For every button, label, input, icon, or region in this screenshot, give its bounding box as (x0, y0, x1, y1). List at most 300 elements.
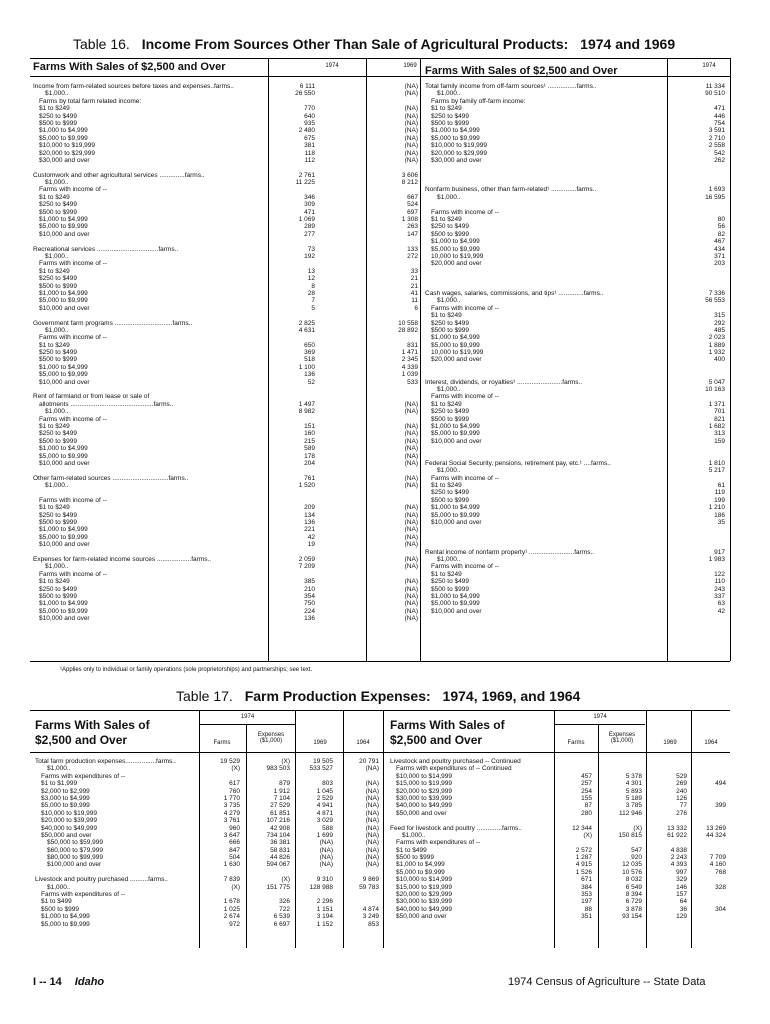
table-row (425, 142, 730, 149)
cell-d: 4 874 (362, 905, 379, 913)
row-label: $1 to $249 (431, 400, 462, 408)
row-label: $5,000 to $9,999 (39, 607, 88, 615)
page-number (33, 976, 104, 988)
cell-b: 1 912 (273, 787, 290, 795)
row-label: $40,000 to $49,999 (396, 802, 453, 810)
cell-d: (NA) (365, 846, 379, 854)
cell-c: 4 871 (316, 809, 333, 817)
row-label: $1,000.. (437, 193, 461, 201)
cell-b: 93 154 (622, 913, 642, 921)
table-row (33, 216, 425, 223)
row-label: $80,000 to $99,999 (47, 854, 104, 862)
cell-d: 494 (715, 780, 726, 788)
cell-c: 269 (676, 780, 687, 788)
row-label: $50,000 and over (41, 831, 92, 839)
cell-c: 4 393 (670, 861, 687, 869)
row-label: $40,000 to $49,999 (41, 824, 98, 832)
cell-c: 2 296 (316, 898, 333, 906)
cell-a: 4 915 (575, 861, 592, 869)
cell-a: 7 (311, 297, 315, 305)
row-label: Livestock and poultry purchased -- Continued (390, 758, 521, 765)
cell-b: (NA) (404, 90, 418, 98)
cell-a: 457 (581, 772, 592, 780)
cell-a: 1 983 (708, 556, 725, 563)
cell-a: 471 (304, 208, 315, 216)
cell-a: 26 550 (295, 90, 315, 98)
cell-b: (NA) (404, 83, 418, 90)
row-label: $5,000 to $9,999 (39, 134, 88, 142)
cell-a: 650 (304, 341, 315, 349)
row-label: Expenses for farm-related income sources ...................farms.. (33, 556, 212, 563)
row-label: Livestock and poultry purchased ..........farms.. (35, 876, 168, 884)
table-row (33, 541, 425, 548)
table-row (35, 891, 383, 898)
cell-a: 434 (714, 245, 725, 253)
cell-a: 617 (229, 780, 240, 788)
cell-a: 1 025 (223, 905, 240, 913)
table-row (33, 482, 425, 489)
cell-a: 2 825 (298, 319, 315, 327)
cell-a: 82 (717, 230, 725, 238)
cell-c: (NA) (319, 861, 333, 869)
cell-b: 41 (410, 289, 418, 297)
cell-c: 997 (676, 868, 687, 876)
cell-a: 88 (584, 905, 592, 913)
table16-right-stub-head: Farms With Sales of $2,500 and Over (425, 65, 618, 77)
cell-a: 199 (714, 496, 725, 504)
table-row (425, 364, 730, 371)
cell-b: (NA) (404, 563, 418, 571)
row-label: $1,000.. (47, 883, 71, 891)
table-row (33, 489, 425, 496)
row-label: $30,000 and over (39, 156, 90, 164)
row-label: $1,000 to $4,999 (431, 422, 480, 430)
row-label: $1,000.. (437, 90, 461, 98)
table-row (425, 179, 730, 186)
table-row (425, 371, 730, 378)
cell-a: 761 (304, 474, 315, 482)
table16-left-stub-head: Farms With Sales of $2,500 and Over (33, 61, 226, 73)
cell-b: 2 345 (401, 356, 418, 364)
cell-a: 215 (304, 437, 315, 445)
table-row (425, 578, 730, 585)
table-row (425, 563, 730, 570)
cell-a: 760 (229, 787, 240, 795)
table-row (33, 135, 425, 142)
row-label: $30,000 and over (431, 156, 482, 164)
cell-a: 385 (304, 578, 315, 586)
row-label: $20,000 to $29,999 (396, 891, 453, 899)
table-row (35, 765, 383, 772)
table-row (33, 526, 425, 533)
row-label: $10,000 to $19,999 (39, 142, 96, 150)
cell-d: (NA) (365, 854, 379, 862)
table17-years: 1974, 1969, and 1964 (442, 688, 581, 704)
row-label: $250 to $499 (39, 511, 77, 519)
table-row (35, 810, 383, 817)
table-row (33, 342, 425, 349)
cell-a: 1 810 (708, 459, 725, 467)
table-row (425, 460, 730, 467)
row-label: $50,000 to $59,999 (47, 839, 104, 847)
table-row (425, 305, 730, 312)
cell-b: (NA) (404, 437, 418, 445)
cell-b: 920 (631, 854, 642, 862)
cell-a: 972 (229, 920, 240, 928)
table-row (35, 825, 383, 832)
row-label: $10,000 and over (39, 304, 90, 312)
table-row (425, 475, 730, 482)
row-label: 10,000 to $19,999 (431, 252, 484, 260)
row-label: $500 to $999 (431, 415, 469, 423)
cell-a: 542 (714, 149, 725, 157)
row-label: $50,000 and over (396, 809, 447, 817)
row-label: $250 to $499 (39, 275, 77, 283)
row-label: $250 to $499 (39, 201, 77, 209)
row-label: $500 to $999 (431, 230, 469, 238)
cell-b: 21 (410, 282, 418, 290)
table-row (425, 416, 730, 423)
row-label: Rental income of nonfarm property¹ .........................farms.. (425, 548, 595, 556)
row-label: Farms with income of -- (431, 393, 499, 401)
table-row (33, 497, 425, 504)
cell-a: 178 (304, 452, 315, 460)
table-row (33, 290, 425, 297)
cell-d: 853 (368, 920, 379, 928)
cell-b: (NA) (404, 592, 418, 600)
row-label: $1 to $249 (39, 267, 70, 275)
table-row (33, 113, 425, 120)
cell-b: 879 (279, 780, 290, 788)
cell-b: (NA) (404, 119, 418, 127)
table-row (33, 519, 425, 526)
cell-a: 80 (717, 216, 725, 224)
cell-b: (NA) (404, 142, 418, 150)
row-label: Farms with income of -- (39, 415, 107, 423)
table-row (33, 586, 425, 593)
row-label: Farms with income of -- (431, 474, 499, 482)
cell-d: 3 249 (362, 913, 379, 921)
row-label: $500 to $999 (431, 119, 469, 127)
table-row (425, 127, 730, 134)
table-row (425, 231, 730, 238)
table-row (425, 253, 730, 260)
cell-a: 87 (584, 802, 592, 810)
row-label: $500 to $999 (39, 356, 77, 364)
table-row (425, 593, 730, 600)
cell-b: 3 878 (625, 905, 642, 913)
table17-right-col-1964: 1964 (704, 740, 718, 746)
cell-b: 983 503 (266, 765, 290, 773)
cell-a: 61 (717, 482, 725, 490)
cell-a: 346 (304, 193, 315, 201)
row-label: Total farm production expenses.................farms.. (35, 758, 176, 765)
row-label: Farms with income of -- (39, 186, 107, 194)
table17-left-stub-head: Farms With Sales of $2,500 and Over (35, 718, 150, 747)
cell-a: 159 (714, 437, 725, 445)
cell-a: 112 (304, 156, 315, 164)
table-row (425, 260, 730, 267)
cell-a: 1 932 (708, 349, 725, 357)
row-label: $10,000 and over (39, 378, 90, 386)
row-label: $5,000 to $9,999 (431, 600, 480, 608)
cell-a: 315 (714, 312, 725, 320)
row-label: $20,000 to $29,999 (431, 149, 488, 157)
row-label: $1,000.. (45, 179, 69, 187)
cell-a: 277 (304, 230, 315, 238)
cell-b: 27 529 (270, 802, 290, 810)
cell-d: 44 324 (706, 831, 726, 839)
cell-b: 61 851 (270, 809, 290, 817)
row-label: $1,000 to $4,999 (39, 526, 88, 534)
cell-b: (NA) (404, 422, 418, 430)
cell-b: 6 (414, 304, 418, 312)
cell-d: 13 269 (706, 824, 726, 832)
cell-b: (NA) (404, 504, 418, 512)
row-label: $30,000 to $39,999 (396, 898, 453, 906)
row-label: $1,000.. (45, 408, 69, 416)
cell-b: 133 (407, 245, 418, 253)
table-row (425, 290, 730, 297)
cell-c: 3 029 (316, 817, 333, 825)
cell-a: 1 526 (575, 868, 592, 876)
table-row (35, 847, 383, 854)
table-row (33, 186, 425, 193)
cell-a: 11 334 (705, 83, 725, 90)
row-label: $20,000 to $29,999 (39, 149, 96, 157)
table-row (35, 876, 383, 883)
cell-c: 2 243 (670, 854, 687, 862)
cell-a: 381 (304, 142, 315, 150)
cell-b: 4 339 (401, 363, 418, 371)
row-label: Nonfarm business, other than farm-related¹ ..............farms.. (425, 186, 597, 194)
cell-a: 313 (714, 430, 725, 438)
table-row (33, 563, 425, 570)
cell-b: (NA) (404, 585, 418, 593)
cell-a: 353 (581, 891, 592, 899)
table-row (35, 913, 383, 920)
cell-a: (X) (583, 831, 592, 839)
cell-b: (NA) (404, 149, 418, 157)
table-row (35, 758, 383, 765)
cell-d: (NA) (365, 765, 379, 773)
table-row (425, 164, 730, 171)
table-row (33, 150, 425, 157)
cell-d: (NA) (365, 839, 379, 847)
table-row (33, 408, 425, 415)
cell-b: 326 (279, 898, 290, 906)
row-label: $5,000 to $9,999 (39, 533, 88, 541)
cell-a: 1 371 (708, 400, 725, 408)
cell-a: 518 (304, 356, 315, 364)
table-row (33, 349, 425, 356)
cell-c: 36 (679, 905, 687, 913)
table-row (33, 327, 425, 334)
cell-a: 1 287 (575, 854, 592, 862)
row-label: Farms with expenditures of -- (396, 839, 481, 847)
cell-b: (NA) (404, 452, 418, 460)
table16-footnote: ¹Applies only to individual or family operations (sole proprietorships) and partnerships; see text. (60, 667, 313, 673)
cell-a: 155 (581, 794, 592, 802)
cell-b: 3 606 (401, 171, 418, 179)
table-row (33, 356, 425, 363)
table-row (33, 312, 425, 319)
cell-a: 151 (304, 422, 315, 430)
table-row (33, 615, 425, 622)
row-label: Farms by family off-farm income: (431, 97, 526, 105)
row-label: $50,000 and over (396, 913, 447, 921)
row-label: Total family income from off-farm sources¹ ................farms.. (425, 83, 597, 90)
cell-b: 147 (407, 230, 418, 238)
cell-c: 533 527 (309, 765, 333, 773)
cell-a: 262 (714, 156, 725, 164)
cell-b: 1 039 (401, 371, 418, 379)
table-row (35, 869, 383, 876)
cell-a: 754 (714, 119, 725, 127)
row-label: $2,000 to $2,999 (41, 787, 90, 795)
row-label: Recreational services ..................................farms.. (33, 245, 179, 253)
row-label: Farms with income of -- (431, 563, 499, 571)
table-row (425, 201, 730, 208)
row-label: $250 to $499 (431, 489, 469, 497)
table-row (390, 795, 730, 802)
cell-a: 2 710 (708, 134, 725, 142)
table-row (33, 475, 425, 482)
cell-a: 42 (717, 607, 725, 615)
row-label: $1 to $249 (39, 341, 70, 349)
table17-right-col-1974: 1974 (593, 714, 607, 720)
table-row (425, 356, 730, 363)
state-name: Idaho (74, 976, 105, 988)
cell-b: 1 471 (401, 349, 418, 357)
row-label: $5,000 to $9,999 (431, 511, 480, 519)
row-label: $1,000 to $4,999 (39, 127, 88, 135)
table-row (35, 921, 383, 928)
cell-a: 160 (304, 430, 315, 438)
table-row (33, 460, 425, 467)
table-row (425, 504, 730, 511)
cell-b: (NA) (404, 578, 418, 586)
row-label: $10,000 and over (39, 230, 90, 238)
cell-a: 90 510 (705, 90, 725, 98)
cell-b: (NA) (404, 408, 418, 416)
table-row (33, 179, 425, 186)
table-row (425, 283, 730, 290)
table-row (33, 320, 425, 327)
table-row (425, 105, 730, 112)
cell-c: 803 (322, 780, 333, 788)
row-label: Farms by total farm related income: (39, 97, 142, 105)
row-label: $40,000 to $49,999 (396, 905, 453, 913)
table-row (33, 571, 425, 578)
row-label: Farms with expenditures of -- (41, 772, 126, 780)
table-row (33, 105, 425, 112)
table-row (425, 482, 730, 489)
cell-b: 533 (407, 378, 418, 386)
row-label: Farms with income of -- (39, 570, 107, 578)
cell-d: (NA) (365, 861, 379, 869)
table16-right-body (425, 83, 730, 615)
cell-d: (NA) (365, 824, 379, 832)
row-label: $1,000 to $4,999 (431, 238, 480, 246)
cell-b: 1 308 (401, 216, 418, 224)
cell-c: (NA) (319, 839, 333, 847)
table-row (35, 884, 383, 891)
cell-a: 935 (304, 119, 315, 127)
cell-d: (NA) (365, 780, 379, 788)
cell-a: 192 (304, 252, 315, 260)
row-label: $10,000 to $14,999 (396, 772, 453, 780)
cell-b: (NA) (404, 445, 418, 453)
table-row (33, 393, 425, 400)
cell-b: 6 729 (625, 898, 642, 906)
row-label: $500 to $999 (396, 854, 434, 862)
table-row (390, 758, 730, 765)
table-row (425, 268, 730, 275)
table-row (33, 334, 425, 341)
table-row (425, 157, 730, 164)
cell-b: (NA) (404, 459, 418, 467)
table-row (33, 231, 425, 238)
row-label: $10,000 and over (39, 615, 90, 623)
table-row (33, 223, 425, 230)
cell-a: 134 (304, 511, 315, 519)
cell-b: 6 697 (273, 920, 290, 928)
cell-c: 64 (679, 898, 687, 906)
cell-a: 2 674 (223, 913, 240, 921)
row-label: $1 to $249 (431, 312, 462, 320)
row-label: $1,000 to $4,999 (39, 289, 88, 297)
cell-c: 329 (676, 876, 687, 884)
cell-a: 8 982 (298, 408, 315, 416)
row-label: Cash wages, salaries, commissions, and tips¹ ..............farms.. (425, 289, 604, 297)
cell-c: 529 (676, 772, 687, 780)
table-row (390, 802, 730, 809)
cell-a: 2 480 (298, 127, 315, 135)
cell-d: 399 (715, 802, 726, 810)
row-label: Farms with income of -- (431, 208, 499, 216)
table-row (425, 379, 730, 386)
cell-a: 2 023 (708, 334, 725, 342)
cell-b: 667 (407, 193, 418, 201)
row-label: $500 to $999 (39, 592, 77, 600)
page-number-text: I -- 14 (33, 976, 62, 988)
cell-a: 52 (307, 378, 315, 386)
cell-b: 10 576 (622, 868, 642, 876)
table-row (425, 393, 730, 400)
cell-b: 6 549 (625, 883, 642, 891)
row-label: $500 to $999 (39, 119, 77, 127)
cell-b: 107 216 (266, 817, 290, 825)
row-label: $1,000 to $4,999 (431, 592, 480, 600)
table-row (33, 172, 425, 179)
cell-b: (NA) (404, 400, 418, 408)
table17-left-col-expenses: Expenses ($1,000) (257, 732, 285, 744)
row-label: $500 to $999 (431, 585, 469, 593)
cell-d: 59 783 (359, 883, 379, 891)
table-row (425, 512, 730, 519)
row-label: $10,000 to $19,999 (41, 809, 98, 817)
table-row (425, 275, 730, 282)
table-row (35, 817, 383, 824)
table-row (390, 788, 730, 795)
table-row (390, 913, 730, 920)
cell-c: 2 529 (316, 794, 333, 802)
row-label: $20,000 to $29,999 (396, 787, 453, 795)
cell-c: 3 194 (316, 913, 333, 921)
table-row (33, 549, 425, 556)
cell-d: (NA) (365, 817, 379, 825)
